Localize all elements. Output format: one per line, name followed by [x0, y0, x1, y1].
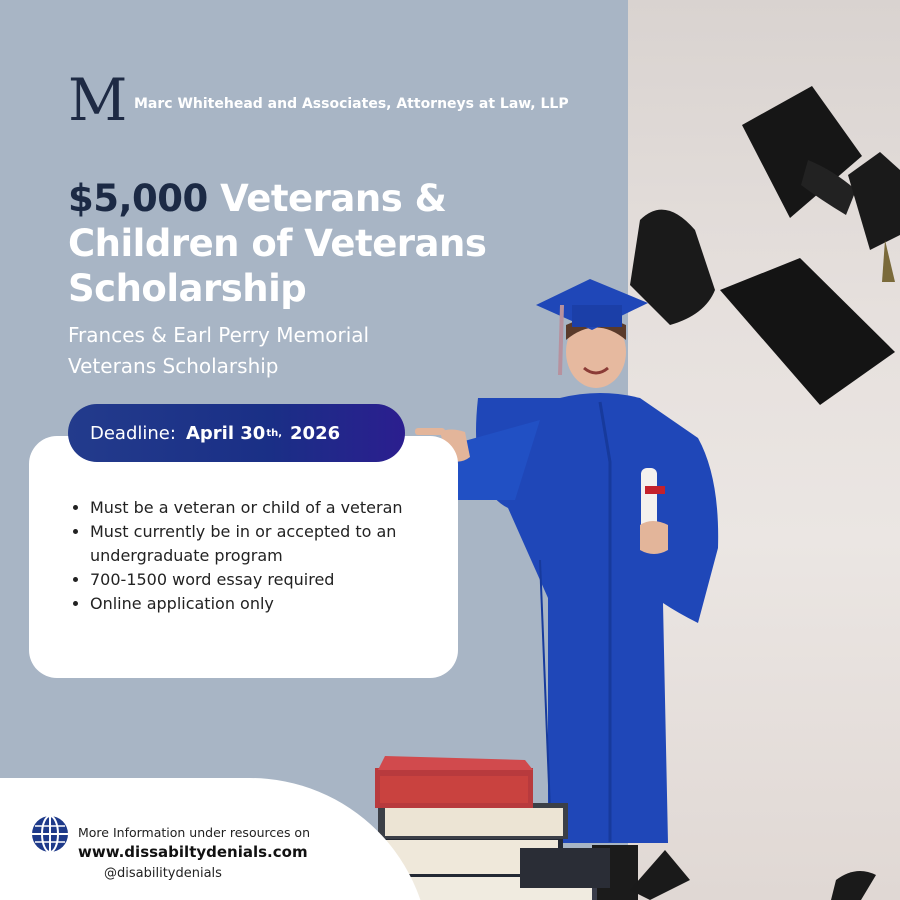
globe-icon: [30, 814, 70, 854]
deadline-date-suffix: th,: [266, 427, 283, 439]
requirement-item: • Must currently be in or accepted to an undergraduate program: [90, 520, 440, 568]
requirement-item: • Must be a veteran or child of a veteran: [90, 496, 440, 520]
social-handle[interactable]: @disabilitydenials: [104, 866, 222, 881]
flying-cap-5: [831, 871, 876, 900]
requirements-list: [68, 496, 440, 616]
deadline-pill: [68, 404, 405, 462]
flying-cap-3: [630, 210, 715, 325]
headline-text: Veterans & Children of Veterans Scholarship: [68, 177, 487, 310]
flying-cap-4: [848, 152, 900, 282]
deadline-label: Deadline:: [90, 422, 176, 444]
deadline-date: April 30: [185, 422, 266, 444]
headline-amount: $5,000: [68, 177, 208, 220]
subtitle: Frances & Earl Perry Memorial Veterans Scholarship: [68, 323, 370, 378]
requirement-item: • 700-1500 word essay required: [90, 568, 440, 592]
firm-name: Marc Whitehead and Associates, Attorneys at Law, LLP: [134, 96, 569, 112]
more-info-text: More Information under resources on: [78, 825, 310, 840]
flying-cap-1: [742, 86, 862, 218]
website-link[interactable]: www.dissabiltydenials.com: [78, 843, 308, 861]
flying-cap-6: [630, 850, 690, 900]
headline: [68, 176, 588, 311]
requirement-item: • Online application only: [90, 592, 440, 616]
flying-cap-2: [720, 258, 895, 405]
firm-logo: M: [68, 66, 126, 134]
deadline-year: 2026: [290, 422, 341, 444]
